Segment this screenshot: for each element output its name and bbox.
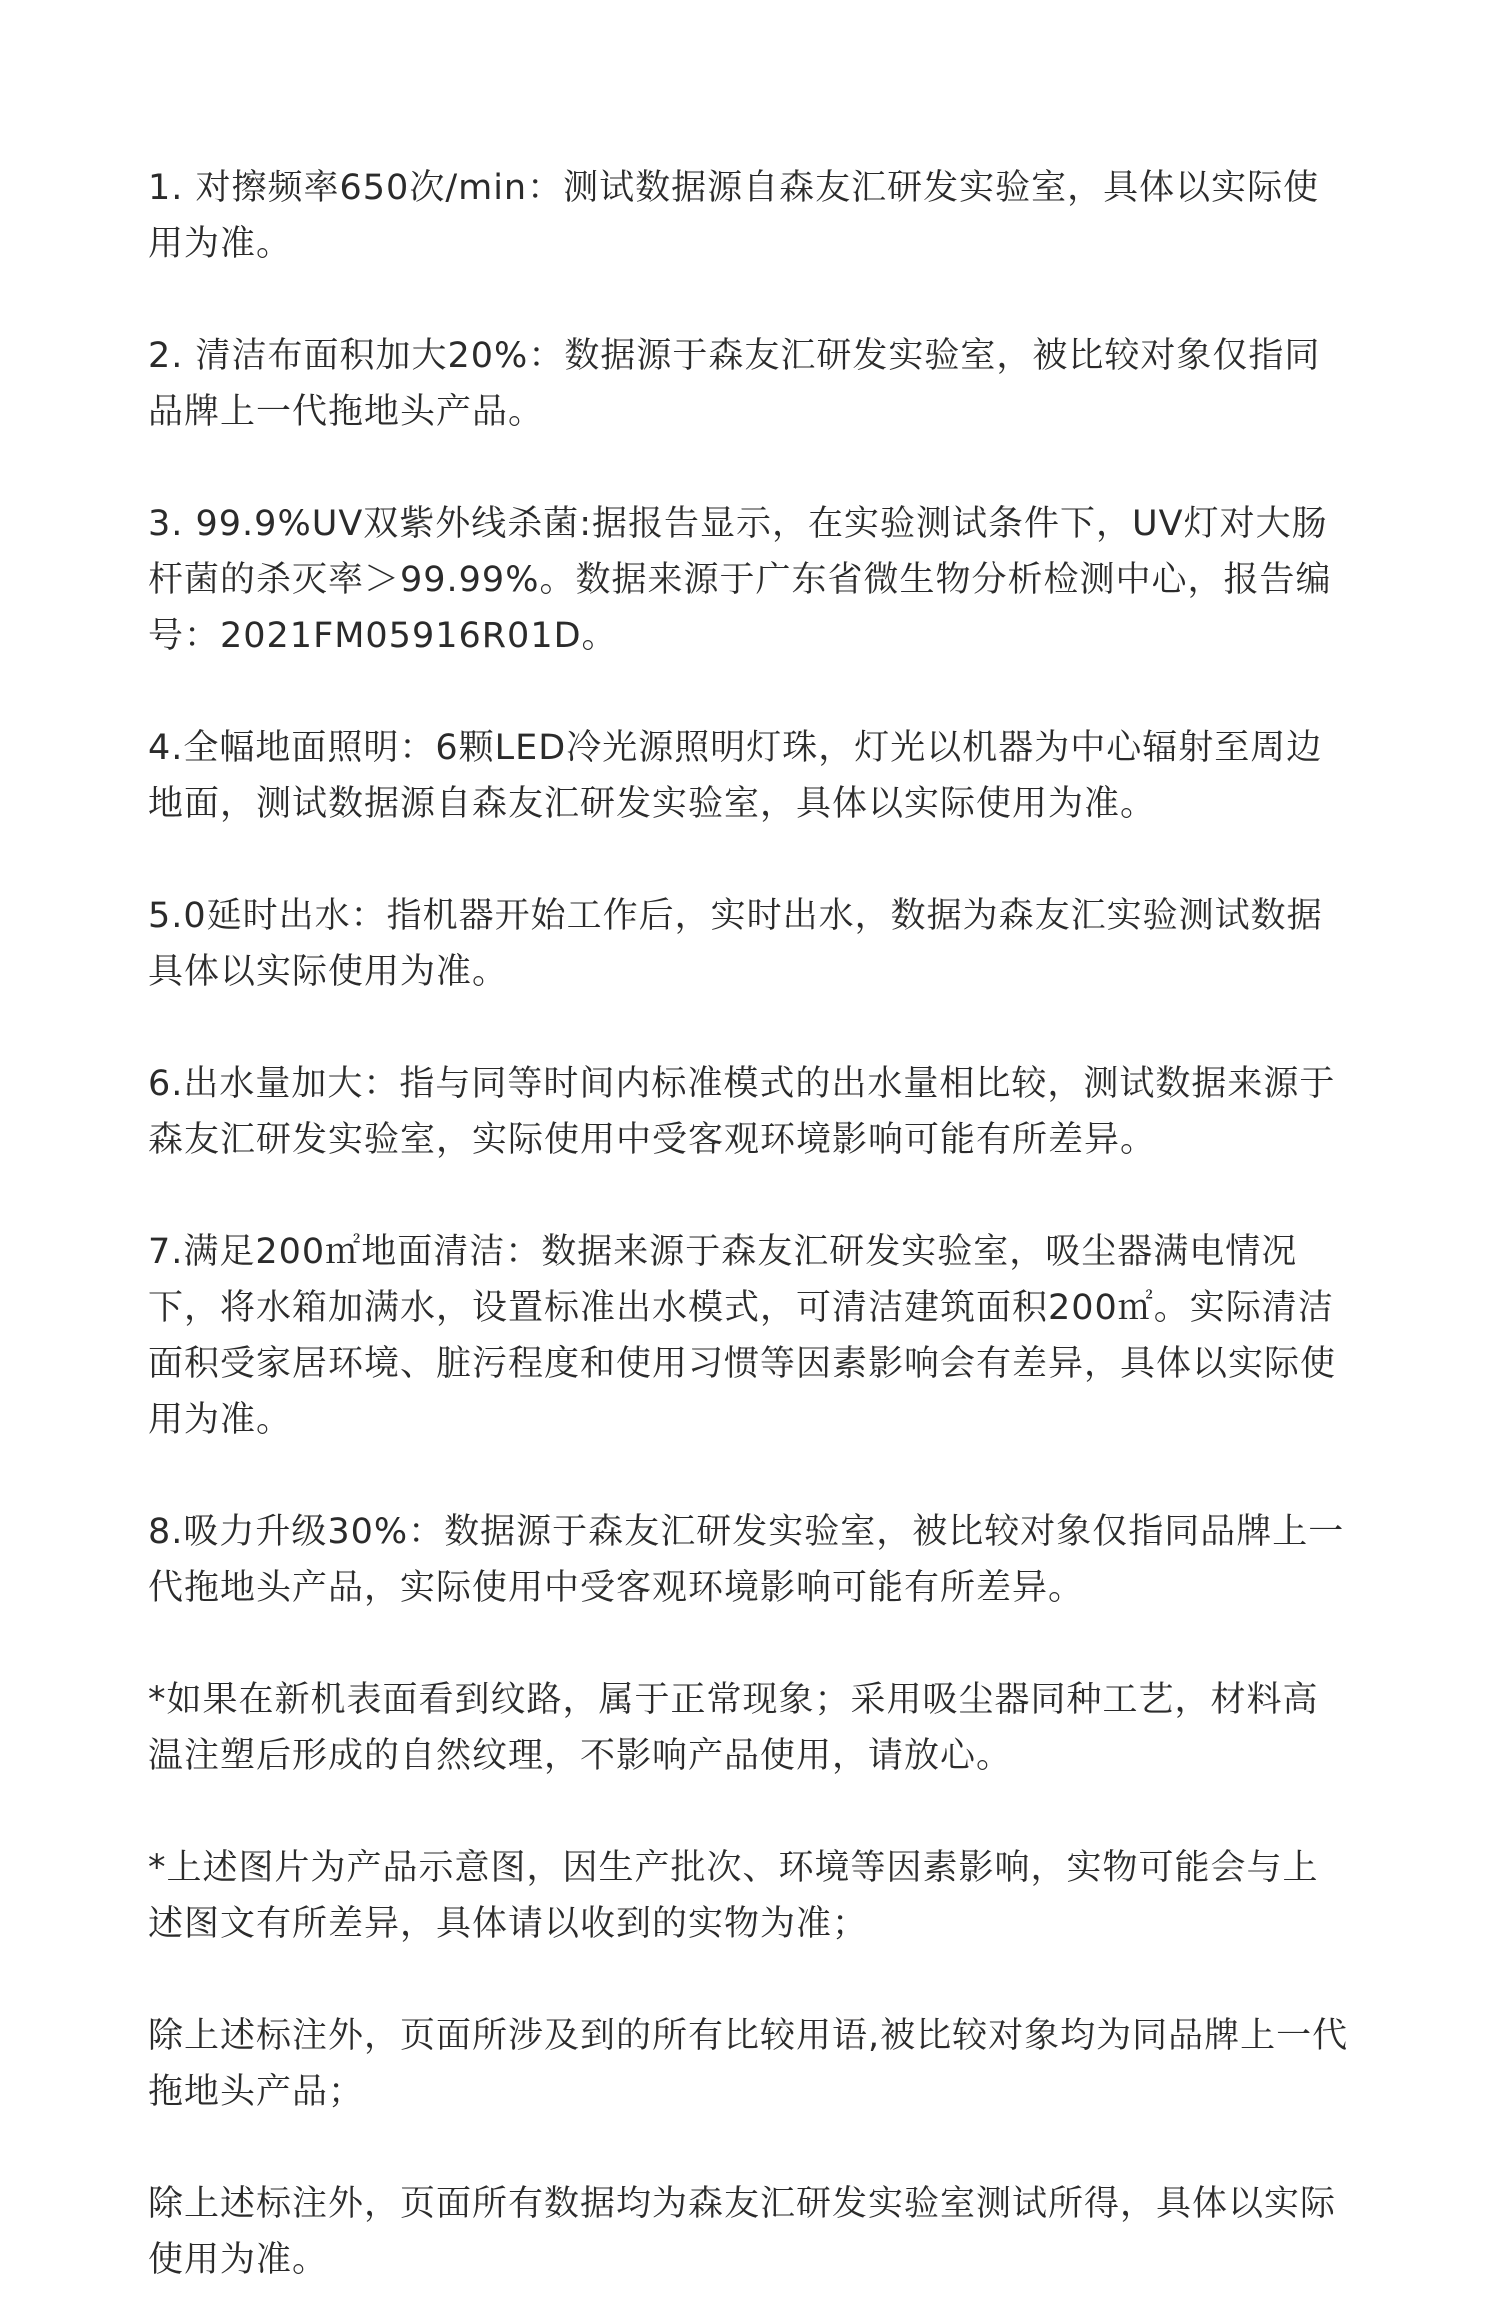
note-surface-texture: *如果在新机表面看到纹路，属于正常现象；采用吸尘器同种工艺，材料高温注塑后形成的自然纹理，不影响产品使用，请放心。 bbox=[148, 1680, 1319, 1776]
note-cloth-area: 2. 清洁布面积加大20%：数据源于森友汇研发实验室，被比较对象仅指同品牌上一代拖地头产品。 bbox=[148, 336, 1321, 432]
note-zero-delay-water: 5.0延时出水：指机器开始工作后，实时出水，数据为森友汇实验测试数据具体以实际使用为准。 bbox=[148, 896, 1323, 992]
note-uv-sterilization: 3. 99.9%UV双紫外线杀菌:据报告显示，在实验测试条件下，UV灯对大肠杆菌的杀灭率＞99.99%。数据来源于广东省微生物分析检测中心，报告编号：2021FM05916R01D。 bbox=[148, 504, 1332, 656]
note-data-source: 除上述标注外，页面所有数据均为森友汇研发实验室测试所得，具体以实际使用为准。 bbox=[148, 2184, 1337, 2280]
note-image-disclaimer: *上述图片为产品示意图，因生产批次、环境等因素影响，实物可能会与上述图文有所差异，具体请以收到的实物为准； bbox=[148, 1848, 1319, 1944]
note-comparison-terms: 除上述标注外，页面所涉及到的所有比较用语,被比较对象均为同品牌上一代拖地头产品； bbox=[148, 2016, 1349, 2112]
note-suction-upgrade: 8.吸力升级30%：数据源于森友汇研发实验室，被比较对象仅指同品牌上一代拖地头产品，实际使用中受客观环境影响可能有所差异。 bbox=[148, 1512, 1345, 1608]
note-cleaning-area: 7.满足200㎡地面清洁：数据来源于森友汇研发实验室，吸尘器满电情况下，将水箱加满水，设置标准出水模式，可清洁建筑面积200㎡。实际清洁面积受家居环境、脏污程度和使用习惯等因素影响会有差异，具体以实际使用为准。 bbox=[148, 1232, 1337, 1440]
note-water-output: 6.出水量加大：指与同等时间内标准模式的出水量相比较，测试数据来源于森友汇研发实验室，实际使用中受客观环境影响可能有所差异。 bbox=[148, 1064, 1336, 1160]
note-floor-lighting: 4.全幅地面照明：6颗LED冷光源照明灯珠，灯光以机器为中心辐射至周边地面，测试数据源自森友汇研发实验室，具体以实际使用为准。 bbox=[148, 728, 1323, 824]
note-friction-frequency: 1. 对擦频率650次/min：测试数据源自森友汇研发实验室，具体以实际使用为准。 bbox=[148, 168, 1320, 264]
